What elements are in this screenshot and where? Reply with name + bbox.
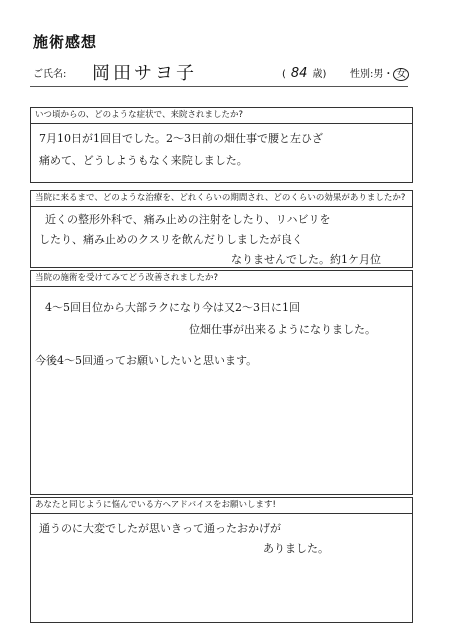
gender-separator: ・ [383, 69, 394, 80]
gender-female-circled: 女 [393, 68, 409, 81]
patient-name: 岡田サヨ子 [92, 63, 197, 84]
patient-info-row [30, 58, 408, 87]
page-title: 施術感想 [33, 33, 98, 51]
age-field [282, 65, 326, 81]
section-question: 当院の施術を受けてみてどう改善されましたか? [31, 271, 412, 287]
name-label: ご氏名: [33, 69, 67, 80]
age-close: 歳) [312, 69, 327, 80]
section-advice [30, 497, 413, 623]
answer-line: なりませんでした。約1ケ月位 [231, 253, 381, 266]
answer-line: 7月10日が1回目でした。2〜3日前の畑仕事で腰と左ひざ [39, 132, 323, 145]
answer-line: 位畑仕事が出来るようになりました。 [189, 323, 376, 336]
gender-label: 性別: [350, 69, 374, 80]
section-improvement [30, 270, 413, 495]
answer-line: したり、痛み止めのクスリを飲んだりしましたが良く [39, 233, 303, 246]
answer-line: 痛めて、どうしようもなく来院しました。 [39, 154, 248, 167]
gender-male: 男 [373, 69, 384, 80]
section-previous-treatment [30, 190, 413, 268]
section-question: 当院に来るまで、どのような治療を、どれくらいの期間され、どのくらいの効果がありましたか? [31, 191, 412, 207]
section-question: あなたと同じように悩んでいる方へアドバイスをお願いします! [31, 498, 412, 514]
answer-line: 4〜5回目位から大部ラクになり今は又2〜3日に1回 [45, 301, 300, 314]
age-open: ( [282, 69, 286, 80]
section-symptoms [30, 107, 413, 183]
age-value: 84 [290, 66, 308, 81]
gender-field [350, 65, 409, 81]
answer-line: 通うのに大変でしたが思いきって通ったおかげが [39, 522, 281, 535]
answer-line: ありました。 [263, 542, 329, 555]
answer-line: 今後4〜5回通ってお願いしたいと思います。 [35, 354, 258, 367]
answer-line: 近くの整形外科で、痛み止めの注射をしたり、リハビリを [45, 213, 331, 226]
section-question: いつ頃からの、どのような症状で、来院されましたか? [31, 108, 412, 124]
